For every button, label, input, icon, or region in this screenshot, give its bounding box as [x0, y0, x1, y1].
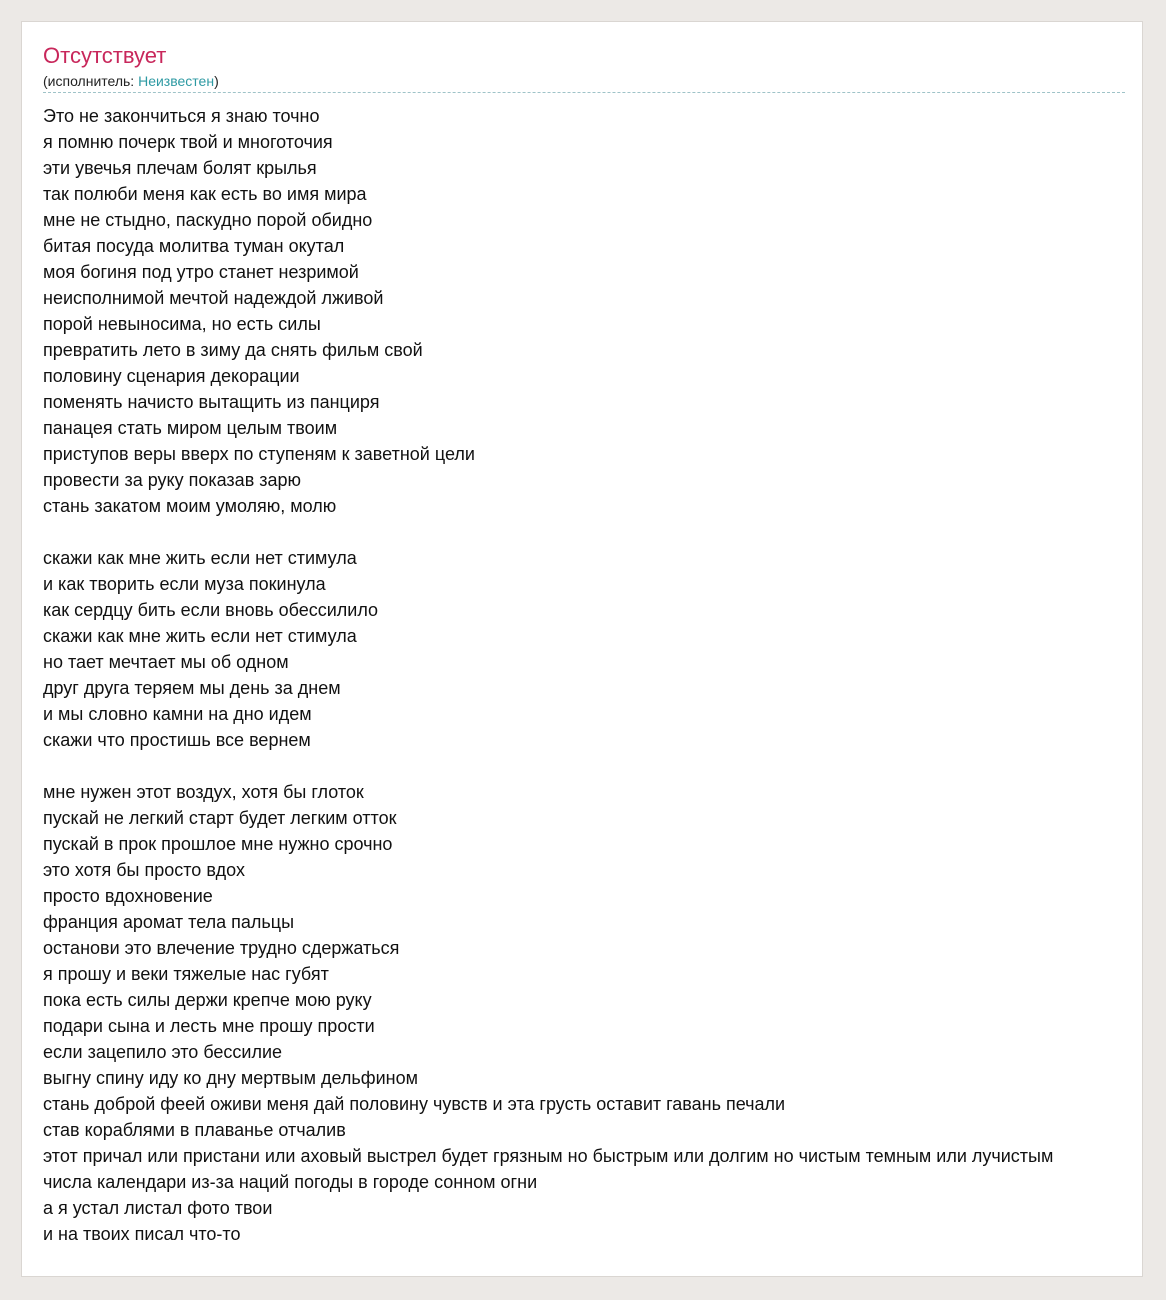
artist-suffix: ) [214, 73, 219, 89]
lyric-line: поменять начисто вытащить из панциря [43, 392, 380, 412]
lyric-line: франция аромат тела пальцы [43, 912, 295, 932]
lyric-line: мне не стыдно, паскудно порой обидно [43, 210, 373, 230]
lyric-line: друг друга теряем мы день за днем [43, 678, 341, 698]
lyric-line: моя богиня под утро станет незримой [43, 262, 359, 282]
lyric-line: пускай в прок прошлое мне нужно срочно [43, 834, 393, 854]
lyric-line: скажи что простишь все вернем [43, 730, 311, 750]
lyric-line: если зацепило это бессилие [43, 1042, 283, 1062]
lyric-line: превратить лето в зиму да снять фильм свой [43, 340, 423, 360]
lyric-line: половину сценария декорации [43, 366, 300, 386]
lyric-line: это хотя бы просто вдох [43, 860, 245, 880]
lyric-line: неисполнимой мечтой надеждой лживой [43, 288, 384, 308]
lyric-line: останови это влечение трудно сдержаться [43, 938, 400, 958]
lyric-line: приступов веры вверх по ступеням к заветной цели [43, 444, 475, 464]
lyric-line: провести за руку показав зарю [43, 470, 302, 490]
lyrics-content [43, 43, 1129, 1247]
lyric-line: числа календари из-за наций погоды в городе сонном огни [43, 1172, 538, 1192]
lyric-line: но тает мечтает мы об одном [43, 652, 289, 672]
lyric-line: и на твоих писал что-то [43, 1224, 241, 1244]
lyric-line: выгну спину иду ко дну мертвым дельфином [43, 1068, 418, 1088]
lyric-line: и как творить если муза покинула [43, 574, 326, 594]
lyrics-text [43, 103, 1129, 1247]
lyric-line: мне нужен этот воздух, хотя бы глоток [43, 782, 364, 802]
lyric-line: порой невыносима, но есть силы [43, 314, 321, 334]
artist-line [43, 72, 1125, 93]
lyric-line: пускай не легкий старт будет легким отток [43, 808, 397, 828]
lyric-line: эти увечья плечам болят крылья [43, 158, 317, 178]
lyric-line: как сердцу бить если вновь обессилило [43, 600, 379, 620]
artist-prefix: (исполнитель: [43, 73, 139, 89]
lyric-line: панацея стать миром целым твоим [43, 418, 338, 438]
lyric-line: и мы словно камни на дно идем [43, 704, 312, 724]
lyric-line: битая посуда молитва туман окутал [43, 236, 345, 256]
lyric-line: просто вдохновение [43, 886, 213, 906]
song-title: Отсутствует [43, 43, 167, 68]
lyric-line: я прошу и веки тяжелые нас губят [43, 964, 329, 984]
lyric-line: скажи как мне жить если нет стимула [43, 548, 357, 568]
lyric-line: став кораблями в плаванье отчалив [43, 1120, 346, 1140]
lyric-line: пока есть силы держи крепче мою руку [43, 990, 372, 1010]
stanza-break [43, 519, 1129, 545]
lyric-line: а я устал листал фото твои [43, 1198, 273, 1218]
lyric-line: Это не закончиться я знаю точно [43, 106, 320, 126]
stanza-break [43, 753, 1129, 779]
lyric-line: стань доброй феей оживи меня дай половину чувств и эта грусть оставит гавань печали [43, 1094, 786, 1114]
lyric-line: я помню почерк твой и многоточия [43, 132, 333, 152]
lyric-line: стань закатом моим умоляю, молю [43, 496, 337, 516]
artist-link[interactable]: Неизвестен [138, 73, 215, 89]
lyrics-card [21, 21, 1143, 1277]
lyric-line: так полюби меня как есть во имя мира [43, 184, 367, 204]
lyric-line: подари сына и лесть мне прошу прости [43, 1016, 375, 1036]
lyric-line: этот причал или пристани или аховый выстрел будет грязным но быстрым или долгим но чистым темным или лучистым [43, 1146, 1054, 1166]
lyric-line: скажи как мне жить если нет стимула [43, 626, 357, 646]
